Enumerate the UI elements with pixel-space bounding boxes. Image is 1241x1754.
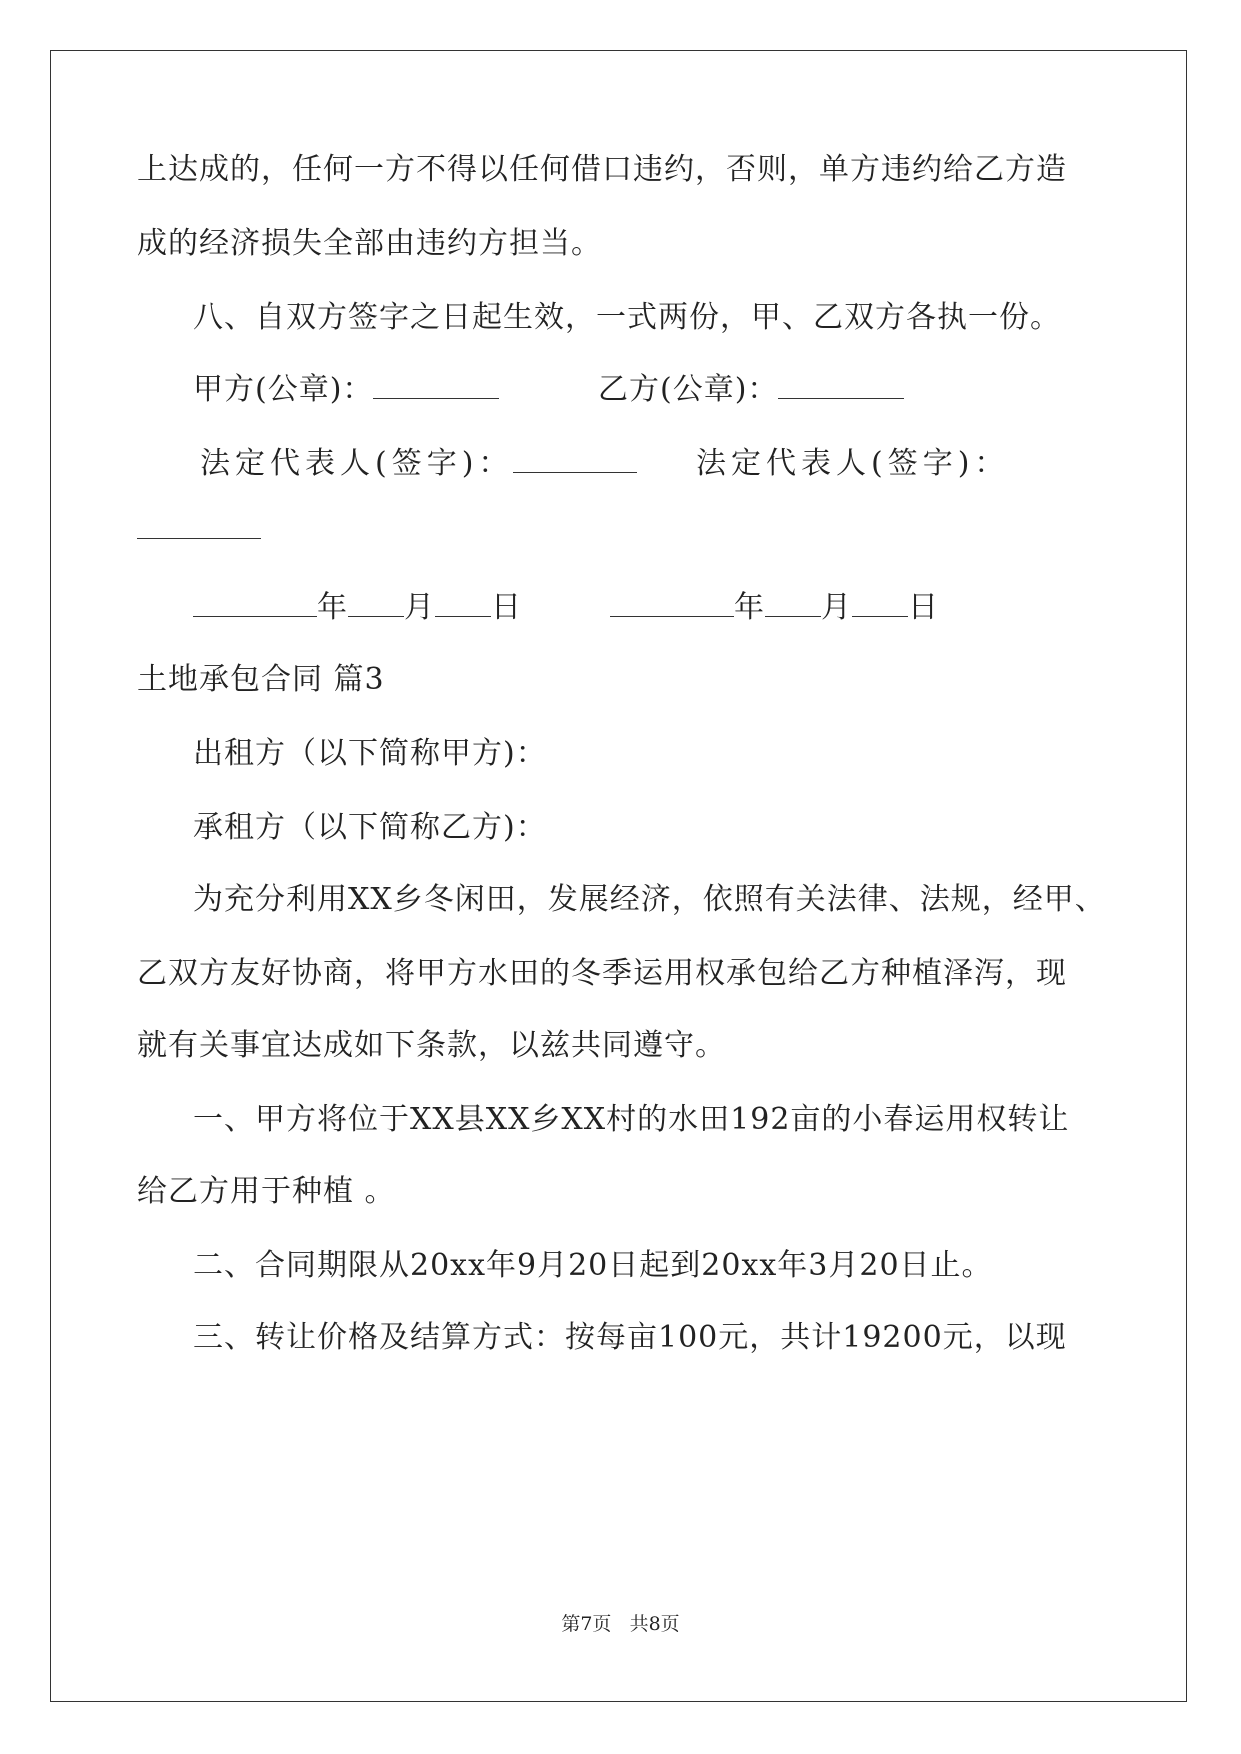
paragraph-line: 乙双方友好协商，将甲方水田的冬季运用权承包给乙方种植泽泻，现 [137,956,1067,991]
lessor-line: 出租方（以下简称甲方)： [193,736,547,771]
month-label-b: 月 [821,590,852,625]
day-blank-a [435,590,491,617]
clause-line: 二、合同期限从20xx年9月20日起到20xx年3月20日止。 [193,1248,993,1283]
paragraph-line: 上达成的，任何一方不得以任何借口违约，否则，单方违约给乙方造 [137,152,1067,187]
party-b-seal-label: 乙方(公章)： [598,372,779,407]
party-a-seal-label: 甲方(公章)： [193,372,374,407]
year-blank-b [610,590,734,617]
date-row-b [610,590,939,626]
page-footer [0,1612,1241,1636]
rep-b-blank-row [137,512,261,548]
clause-line: 三、转让价格及结算方式：按每亩100元，共计19200元，以现 [193,1320,1067,1355]
rep-a-label: 法定代表人(签字)： [200,446,514,481]
year-label-b: 年 [734,590,765,625]
rep-b-label: 法定代表人(签字)： [696,446,1010,481]
day-blank-b [852,590,908,617]
section-title: 土地承包合同 篇3 [137,662,385,697]
page-frame [50,50,1187,1702]
paragraph-line: 成的经济损失全部由违约方担当。 [137,226,602,261]
signature-row-rep-b [696,446,1009,482]
signature-row-seal [193,372,499,408]
signature-row-rep-a [200,446,637,482]
rep-b-blank [137,512,261,539]
day-label-a: 日 [491,590,522,625]
year-blank-a [193,590,317,617]
month-blank-b [765,590,821,617]
date-row-a [193,590,522,626]
lessee-line: 承租方（以下简称乙方)： [193,810,547,845]
rep-a-blank [513,446,637,473]
paragraph-line: 八、自双方签字之日起生效，一式两份，甲、乙双方各执一份。 [193,300,1061,335]
month-blank-a [348,590,404,617]
clause-line: 一、甲方将位于XX县XX乡XX村的水田192亩的小春运用权转让 [193,1102,1070,1137]
day-label-b: 日 [908,590,939,625]
current-page: 第7页 [561,1613,612,1635]
year-label-a: 年 [317,590,348,625]
paragraph-line: 为充分利用XX乡冬闲田，发展经济，依照有关法律、法规，经甲、 [193,882,1106,917]
party-b-seal-blank [778,372,904,399]
month-label-a: 月 [404,590,435,625]
total-pages: 共8页 [629,1613,680,1635]
paragraph-line: 就有关事宜达成如下条款，以兹共同遵守。 [137,1028,726,1063]
signature-row-seal-b [598,372,904,408]
party-a-seal-blank [373,372,499,399]
clause-line: 给乙方用于种植 。 [137,1174,396,1209]
